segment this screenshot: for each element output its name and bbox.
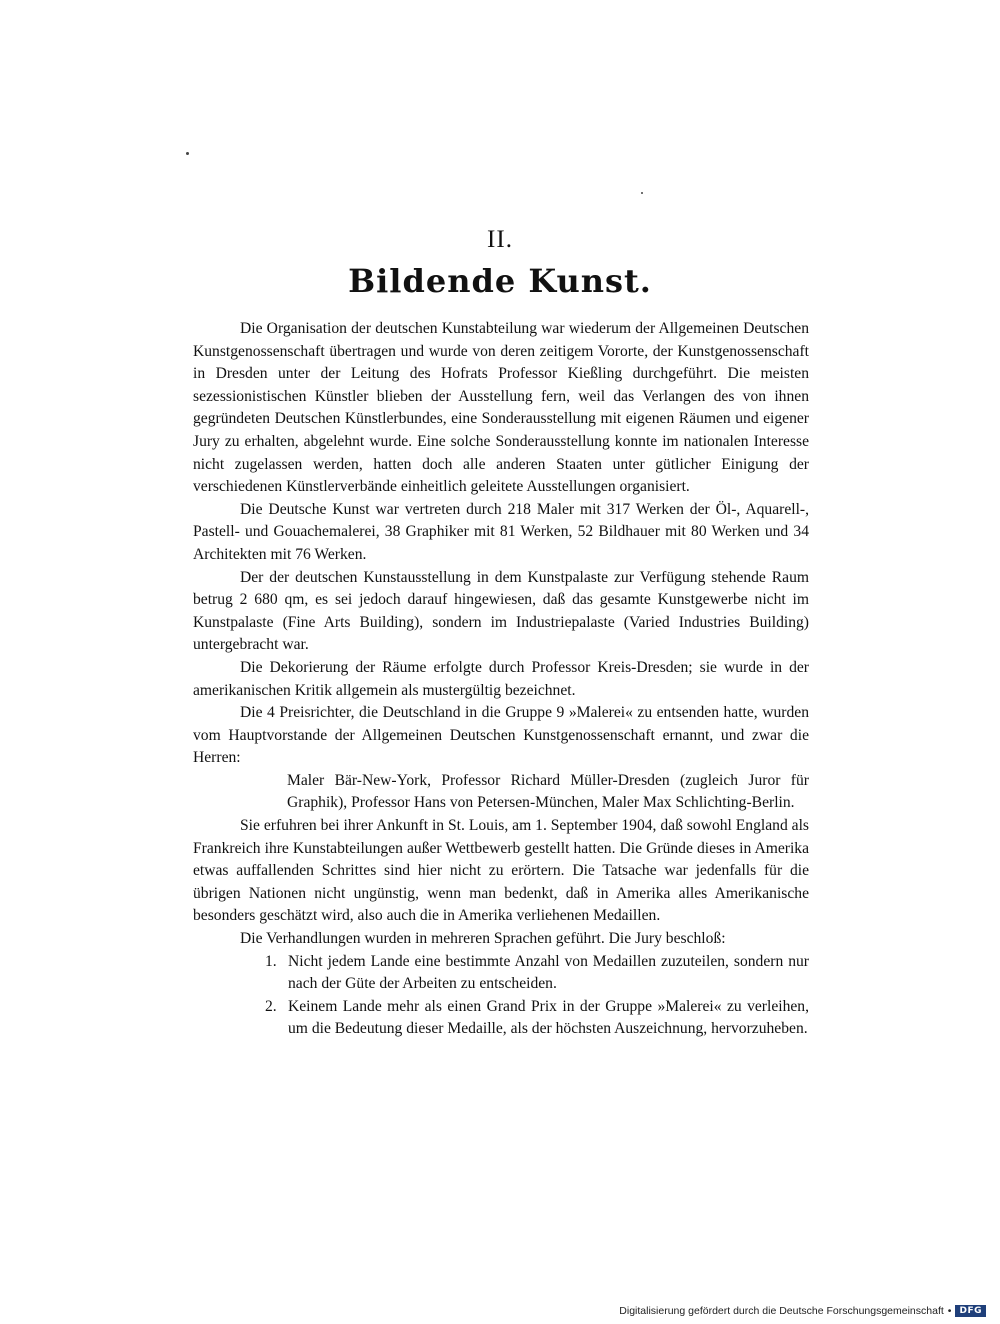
chapter-number: II. — [487, 226, 513, 253]
scan-speck — [186, 152, 189, 155]
paragraph: Sie erfuhren bei ihrer Ankunft in St. Louis, am 1. September 1904, daß sowohl England als Frankreich ihre Kunstabteilungen außer Wettbewerb gestellt hatten. Die Gründe dieses in Amerika etwas auffallenden Schrittes sind hier nicht zu erörtern. Die Tatsache war jedenfalls für die übrigen Nationen nicht ungünstig, wenn man bedenkt, daß in Amerika alles Amerikanische besonders geschätzt wird, also auch die in Amerika verliehenen Medaillen. — [193, 817, 809, 925]
list-item-text: Keinem Lande mehr als einen Grand Prix in der Gruppe »Malerei« zu verleihen, um die Bedeutung dieser Medaille, als der höchsten Auszeichnung, hervorzuheben. — [288, 997, 809, 1038]
paragraph: Die 4 Preisrichter, die Deutschland in die Gruppe 9 »Malerei« zu entsenden hatte, wurden vom Hauptvorstande der Allgemeinen Deutschen Kunstgenossenschaft ernannt, und zwar die Herren: — [193, 704, 809, 767]
list-item-number: 2. — [265, 997, 277, 1015]
list-item-text: Nicht jedem Lande eine bestimmte Anzahl von Medaillen zuzuteilen, sondern nur nach der Güte der Arbeiten zu entscheiden. — [288, 952, 809, 993]
paragraph: Die Dekorierung der Räume erfolgte durch Professor Kreis-Dresden; sie wurde in der amerikanischen Kritik allgemein als mustergültig bezeichnet. — [193, 658, 809, 699]
paragraph: Die Verhandlungen wurden in mehreren Sprachen geführt. Die Jury beschloß: — [240, 930, 726, 948]
footer-text: Digitalisierung gefördert durch die Deutsche Forschungsgemeinschaft — [619, 1305, 944, 1317]
paragraph: Die Deutsche Kunst war vertreten durch 218 Maler mit 317 Werken der Öl-, Aquarell-, Pastell- und Gouachemalerei, 38 Graphiker mit 81 Werken, 52 Bildhauer mit 80 Werken und 34 Architekten mit 76 Werken. — [193, 500, 809, 563]
chapter-title: Bildende Kunst. — [348, 262, 652, 300]
jurors-list: Maler Bär-New-York, Professor Richard Müller-Dresden (zugleich Juror für Graphik), Professor Hans von Petersen-München, Maler Max Schlichting-Berlin. — [287, 771, 809, 812]
footer-separator: • — [947, 1305, 952, 1317]
resolutions-list — [193, 951, 809, 1041]
list-item-number: 1. — [265, 952, 277, 970]
list-item — [193, 951, 809, 996]
digitization-footer — [619, 1305, 986, 1317]
paragraph: Der der deutschen Kunstausstellung in dem Kunstpalaste zur Verfügung stehende Raum betrug 2 680 qm, es sei jedoch darauf hingewiesen, daß das gesamte Kunstgewerbe nicht im Kunstpalaste (Fine Arts Building), sondern im Industriepalaste (Varied Industries Building) untergebracht war. — [193, 568, 809, 654]
dfg-logo: DFG — [955, 1305, 986, 1317]
scan-speck — [641, 192, 643, 194]
list-item — [193, 996, 809, 1041]
paragraph: Die Organisation der deutschen Kunstabteilung war wiederum der Allgemeinen Deutschen Kunstgenossenschaft übertragen und wurde von deren zeitigem Vororte, der Kunstgenossenschaft in Dresden unter der Leitung des Hofrats Professor Kießling durchgeführt. Die meisten sezessionistischen Künstler blieben der Ausstellung fern, weil das Verlangen des von ihnen gegründeten Deutschen Künstlerbundes, eine Sonderausstellung mit eigenen Räumen und eigener Jury zu erhalten, abgelehnt wurde. Eine solche Sonderausstellung konnte im nationalen Interesse nicht zugelassen werden, hatten doch alle anderen Staaten unter gütlicher Einigung der verschiedenen Künstlerverbände einheitlich geleitete Ausstellungen organisiert. — [193, 320, 809, 496]
body-text — [193, 318, 809, 1041]
